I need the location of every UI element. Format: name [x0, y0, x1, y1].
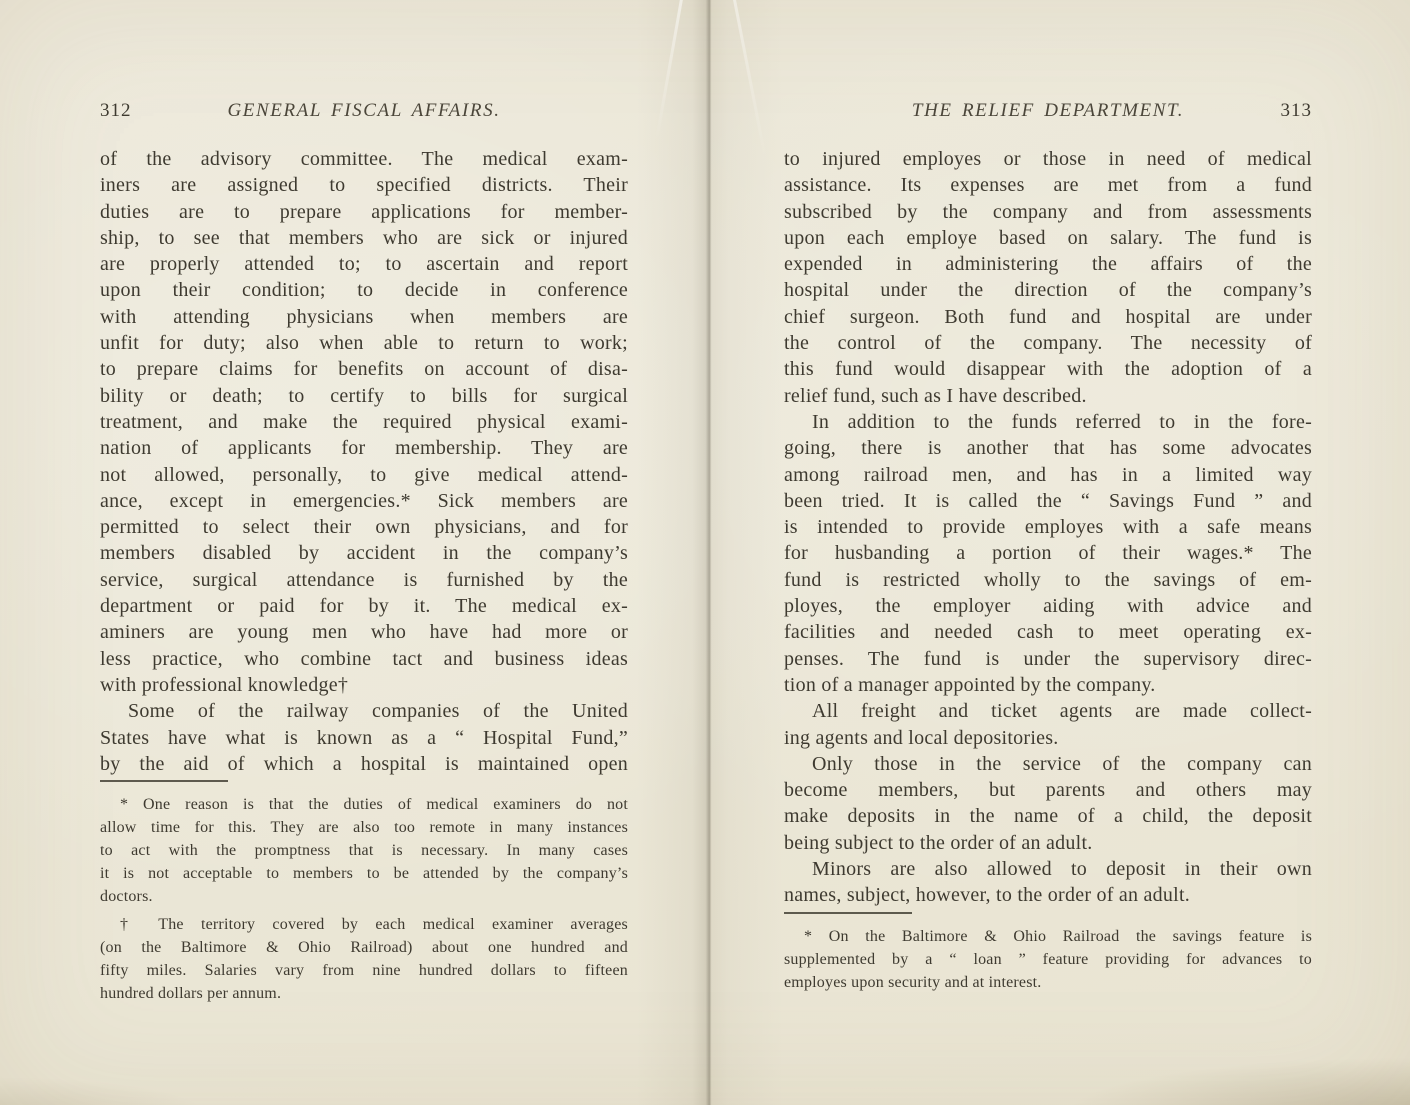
text-line: going, there is another that has some advocates [784, 437, 1312, 460]
text-line: make deposits in the name of a child, the deposit [784, 805, 1312, 828]
text-line: allow time for this. They are also too remote in many instances [100, 819, 628, 837]
text-line: bility or death; to certify to bills for surgical [100, 384, 628, 407]
text-line: unfit for duty; also when able to return to work; [100, 332, 628, 355]
paragraph [100, 793, 628, 908]
text-line: * On the Baltimore & Ohio Railroad the savings feature is [804, 927, 1312, 945]
paragraph [100, 146, 628, 698]
text-line: penses. The fund is under the supervisory direc- [784, 647, 1312, 670]
paragraph [100, 698, 628, 777]
paragraph [784, 409, 1312, 698]
page-edge-shadow [930, 1005, 1410, 1105]
text-line: (on the Baltimore & Ohio Railroad) about one hundred and [100, 939, 628, 957]
text-line: hospital under the direction of the company’s [784, 279, 1312, 302]
text-line: tion of a manager appointed by the company. [784, 673, 1156, 696]
text-line: been tried. It is called the “ Savings Fund ” and [784, 489, 1312, 512]
text-line: among railroad men, and has in a limited way [784, 463, 1312, 486]
left-page-body [100, 146, 628, 777]
paragraph [784, 856, 1312, 909]
text-line: to prepare claims for benefits on account of disa- [100, 358, 628, 381]
right-page-header [784, 100, 1312, 122]
text-line: iners are assigned to specified districts. Their [100, 174, 628, 197]
left-page-footnotes [100, 793, 628, 1005]
running-header-left: GENERAL FISCAL AFFAIRS. [227, 100, 501, 121]
text-line: for husbanding a portion of their wages.* The [784, 542, 1312, 565]
page-number-left: 312 [100, 100, 132, 121]
footnote-rule-right [784, 912, 912, 914]
text-line: upon each employe based on salary. The fund is [784, 226, 1312, 249]
text-line: upon their condition; to decide in conference [100, 279, 628, 302]
text-line: subscribed by the company and from assessments [784, 200, 1312, 223]
text-line: less practice, who combine tact and business ideas [100, 647, 628, 670]
text-line: ing agents and local depositories. [784, 726, 1059, 749]
text-line: being subject to the order of an adult. [784, 831, 1093, 854]
left-page [100, 100, 628, 1010]
text-line: with professional knowledge† [100, 673, 349, 696]
text-line: * One reason is that the duties of medical examiners do not [120, 796, 628, 814]
text-line: nation of applicants for membership. They are [100, 437, 628, 460]
paper-crease [655, 0, 684, 141]
text-line: relief fund, such as I have described. [784, 384, 1087, 407]
text-line: ship, to see that members who are sick or injured [100, 226, 628, 249]
right-page-body [784, 146, 1312, 909]
text-line: names, subject, however, to the order of an adult. [784, 884, 1191, 907]
paragraph [784, 925, 1312, 994]
text-line: † The territory covered by each medical examiner averages [120, 916, 628, 934]
text-line: fifty miles. Salaries vary from nine hundred dollars to fifteen [100, 962, 628, 980]
page-number-right: 313 [1280, 100, 1312, 121]
text-line: treatment, and make the required physical exami- [100, 410, 628, 433]
text-line: Minors are also allowed to deposit in their own [812, 858, 1312, 881]
left-page-header [100, 100, 628, 122]
text-line: hundred dollars per annum. [100, 985, 282, 1003]
text-line: ployes, the employer aiding with advice and [784, 595, 1312, 618]
text-line: States have what is known as a “ Hospital Fund,” [100, 726, 628, 749]
text-line: become members, but parents and others may [784, 779, 1312, 802]
text-line: assistance. Its expenses are met from a fund [784, 174, 1312, 197]
text-line: employes upon security and at interest. [784, 973, 1042, 991]
text-line: the control of the company. The necessity of [784, 332, 1312, 355]
text-line: facilities and needed cash to meet operating ex- [784, 621, 1312, 644]
text-line: of the advisory committee. The medical exam- [100, 148, 628, 170]
text-line: not allowed, personally, to give medical attend- [100, 463, 628, 486]
running-header-right: THE RELIEF DEPARTMENT. [911, 100, 1185, 121]
text-line: service, surgical attendance is furnished by the [100, 568, 628, 591]
text-line: chief surgeon. Both fund and hospital are under [784, 305, 1312, 328]
text-line: supplemented by a “ loan ” feature providing for advances to [784, 950, 1312, 968]
text-line: In addition to the funds referred to in the fore- [812, 410, 1312, 433]
text-line: Only those in the service of the company can [812, 752, 1312, 775]
text-line: Some of the railway companies of the United [128, 700, 628, 723]
paragraph [784, 698, 1312, 751]
text-line: to injured employes or those in need of medical [784, 148, 1312, 170]
text-line: this fund would disappear with the adoption of a [784, 358, 1312, 381]
text-line: ance, except in emergencies.* Sick members are [100, 489, 628, 512]
text-line: by the aid of which a hospital is maintained open [100, 752, 628, 775]
text-line: it is not acceptable to members to be attended by the company’s [100, 865, 628, 883]
page-edge-shadow [0, 1035, 300, 1105]
paper-crease [732, 0, 767, 161]
text-line: expended in administering the affairs of the [784, 253, 1312, 276]
book-gutter-fold [636, 0, 784, 1105]
text-line: with attending physicians when members are [100, 305, 628, 328]
paragraph [784, 751, 1312, 856]
text-line: duties are to prepare applications for member- [100, 200, 628, 223]
text-line: doctors. [100, 888, 153, 906]
paragraph [784, 146, 1312, 409]
text-line: members disabled by accident in the company’s [100, 542, 628, 565]
right-page [784, 100, 1312, 999]
text-line: department or paid for by it. The medical ex- [100, 595, 628, 618]
text-line: are properly attended to; to ascertain and report [100, 253, 628, 276]
text-line: fund is restricted wholly to the savings of em- [784, 568, 1312, 591]
text-line: All freight and ticket agents are made collect- [812, 700, 1312, 723]
text-line: permitted to select their own physicians, and for [100, 516, 628, 539]
text-line: to act with the promptness that is necessary. In many cases [100, 842, 628, 860]
text-line: is intended to provide employes with a safe means [784, 516, 1312, 539]
footnote-rule-left [100, 780, 228, 782]
paragraph [100, 913, 628, 1005]
right-page-footnotes [784, 925, 1312, 994]
text-line: aminers are young men who have had more or [100, 621, 628, 644]
